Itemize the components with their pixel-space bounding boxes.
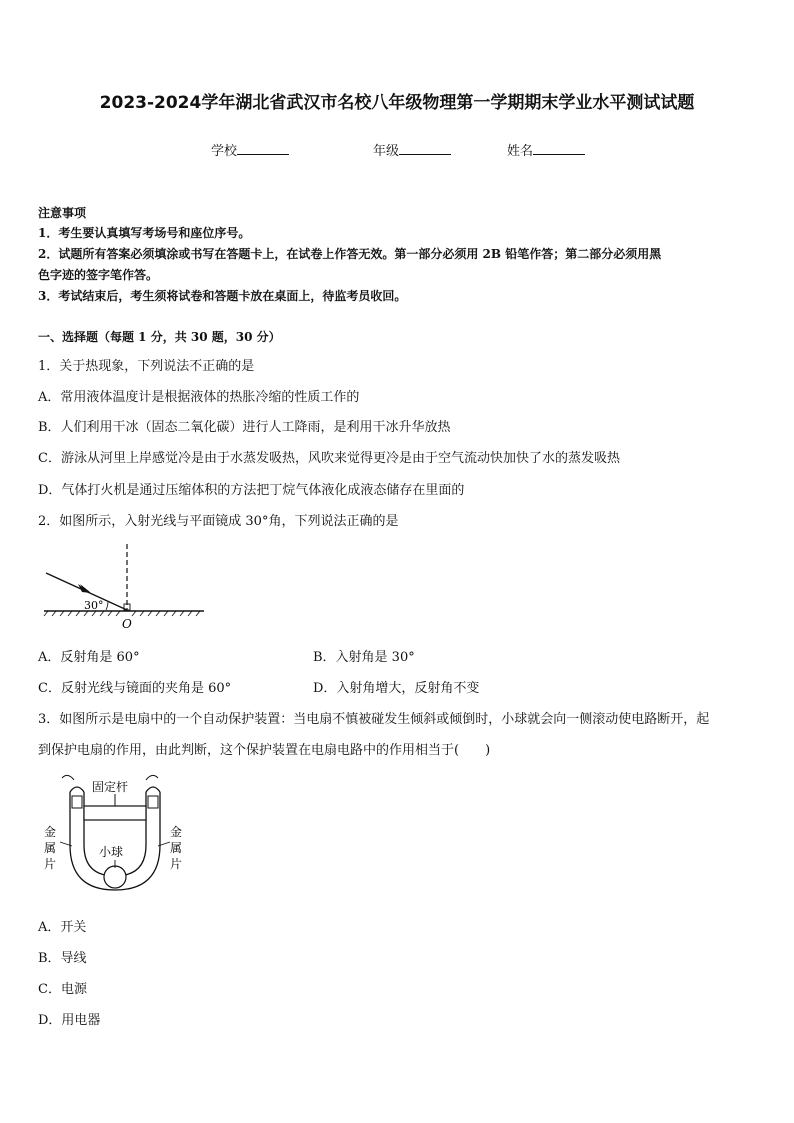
rod-label: 固定杆 — [92, 780, 129, 794]
q3-stem-line1: 3．如图所示是电扇中的一个自动保护装置：当电扇不慎被碰发生倾斜或倾倒时，小球就会向一侧滚动使电路断开，起 — [38, 712, 710, 727]
name-blank — [533, 142, 585, 155]
left-strip-label-2: 属 — [44, 841, 57, 855]
school-label: 学校 — [211, 144, 238, 159]
ball-label: 小球 — [99, 845, 124, 859]
q1-option-b: B．人们利用干冰（固态二氧化碳）进行人工降雨，是利用干冰升华放热 — [38, 420, 451, 435]
q1-option-d: D．气体打火机是通过压缩体积的方法把丁烷气体液化成液态储存在里面的 — [38, 483, 465, 498]
q3-stem-line2: 到保护电扇的作用，由此判断，这个保护装置在电扇电路中的作用相当于( ) — [38, 743, 491, 758]
q3-option-b: B．导线 — [38, 951, 87, 966]
right-strip-label-2: 属 — [170, 841, 183, 855]
q1-option-a: A．常用液体温度计是根据液体的热胀冷缩的性质工作的 — [38, 390, 360, 405]
q2-option-d: D．入射角增大，反射角不变 — [313, 681, 480, 696]
notice-item: 2．试题所有答案必须填涂或书写在答题卡上，在试卷上作答无效。第一部分必须用 2B 铅笔作答；第二部分必须用黑 — [38, 247, 662, 261]
angle-label: 30° — [84, 599, 104, 612]
grade-field — [373, 140, 451, 159]
notice-item: 色字迹的签字笔作答。 — [38, 268, 159, 282]
point-o-label: O — [122, 617, 132, 631]
q3-option-c: C．电源 — [38, 982, 87, 997]
fixed-rod — [84, 806, 146, 820]
q1-option-c: C．游泳从河里上岸感觉冷是由于水蒸发吸热，风吹来觉得更冷是由于空气流动快加快了水的蒸发吸热 — [38, 451, 620, 466]
mirror-reflection-figure — [36, 540, 216, 635]
left-wire — [62, 775, 74, 780]
q3-option-d: D．用电器 — [38, 1013, 101, 1028]
left-strip-label-1: 金 — [44, 825, 57, 839]
page-title: 2023-2024学年湖北省武汉市名校八年级物理第一学期期末学业水平测试试题 — [99, 93, 695, 113]
small-ball — [104, 866, 126, 888]
right-strip-label-3: 片 — [170, 857, 183, 871]
q1-stem: 1．关于热现象，下列说法不正确的是 — [38, 359, 255, 374]
right-clamp — [148, 796, 158, 808]
school-blank — [237, 142, 289, 155]
notice-item: 1．考生要认真填写考场号和座位序号。 — [38, 226, 251, 240]
left-clamp — [72, 796, 82, 808]
right-strip-label-1: 金 — [170, 825, 183, 839]
name-field — [507, 140, 585, 159]
school-field — [211, 140, 289, 159]
angle-arc — [106, 602, 108, 610]
grade-label: 年级 — [373, 144, 400, 159]
section-heading: 一、选择题（每题 1 分，共 30 题，30 分） — [38, 330, 281, 344]
left-strip-label-3: 片 — [44, 857, 57, 871]
fan-protection-device-figure — [40, 770, 190, 900]
q2-option-c: C．反射光线与镜面的夹角是 60° — [38, 681, 232, 696]
q2-option-a: A．反射角是 60° — [38, 650, 140, 665]
notice-heading: 注意事项 — [38, 206, 87, 220]
q3-option-a: A．开关 — [38, 920, 87, 935]
q2-stem: 2．如图所示，入射光线与平面镜成 30°角，下列说法正确的是 — [38, 514, 399, 529]
right-wire — [146, 775, 158, 780]
notice-item: 3．考试结束后，考生须将试卷和答题卡放在桌面上，待监考员收回。 — [38, 289, 407, 303]
grade-blank — [399, 142, 451, 155]
name-label: 姓名 — [507, 144, 534, 159]
q2-option-b: B．入射角是 30° — [313, 650, 415, 665]
